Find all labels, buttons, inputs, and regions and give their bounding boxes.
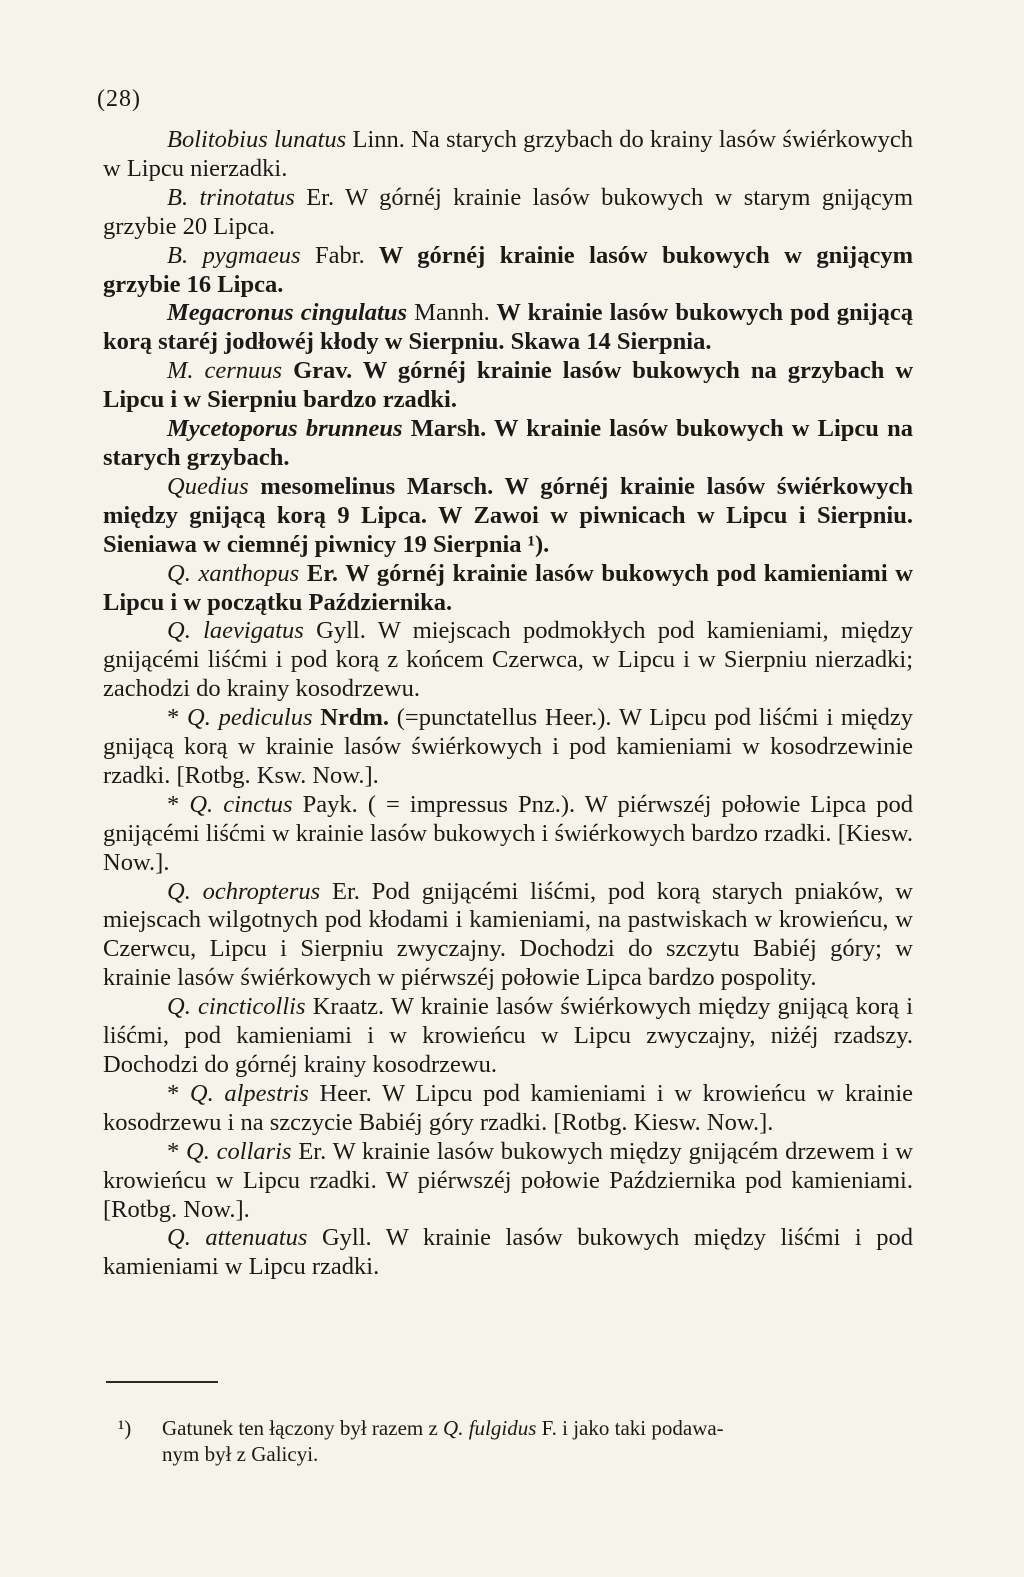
species-author: Heer. (319, 1079, 372, 1107)
footnote-divider (106, 1381, 218, 1383)
species-author: Mannh. (414, 299, 490, 327)
species-description: W miejscach podmokłych pod kamieniami, między gnijącémi liśćmi i pod korą z końcem Czerwca, w Lipcu i w Sierpniu nierzadki; zachodzi do krainy kosodrzewu. (103, 617, 914, 703)
species-entry (103, 878, 913, 994)
species-name: Q. collaris (186, 1137, 292, 1165)
species-author: Marsh. (410, 415, 487, 443)
species-author: Fabr. (315, 241, 365, 269)
species-author: Gyll. (321, 1224, 372, 1252)
species-description: W Lipcu pod kamieniami i w krowieńcu w krainie kosodrzewu i na szczycie Babiéj góry rzadki. [Rotbg. Kiesw. Now.]. (103, 1079, 914, 1136)
species-description: Pod gnijącémi liśćmi, pod korą starych pniaków, w miejscach wilgotnych pod kłodami i kamieniami, na pastwiskach w krowieńcu, w Czerwcu, Lipcu i Sierpniu zwyczajny. Dochodzi do szczytu Babiéj góry; w krainie lasów świérkowych w piérwszéj połowie Lipca bardzo pospolity. (103, 877, 914, 992)
species-name: B. pygmaeus (167, 241, 301, 269)
species-name: Q. alpestris (189, 1079, 309, 1107)
species-author: Linn. (352, 126, 405, 153)
species-description: W górnéj krainie lasów bukowych pod kamieniami w Lipcu i w początku Października. (103, 559, 913, 616)
species-description: W górnéj krainie lasów bukowych na grzybach w Lipcu i w Sierpniu bardzo rzadki. (103, 357, 914, 414)
species-author: Gyll. (316, 617, 366, 645)
species-description: W krainie lasów bukowych między gnijącém drzewem i w krowieńcu w Lipcu rzadki. W piérwszéj połowie Października pod kamieniami. [Rotbg. Now.]. (103, 1137, 914, 1223)
species-entry (103, 1224, 913, 1282)
species-author: Er. (298, 1137, 327, 1165)
footnote-line: ¹) Gatunek ten łączony był razem z Q. fulgidus F. i jako taki podawa- (118, 1416, 724, 1440)
species-author: Grav. (293, 357, 353, 385)
species-name: M. cernuus (167, 357, 283, 385)
footnote-species-name: Q. fulgidus (443, 1416, 537, 1440)
species-description: (=punctatellus Heer.). W Lipcu pod liśćmi i między gnijącą korą w krainie lasów świérkowych i pod kamieniami w kosodrzewinie rzadki. [Rotbg. Ksw. Now.]. (103, 704, 914, 789)
species-name: Q. laevigatus (167, 617, 304, 645)
entry-prefix: * (167, 1137, 187, 1165)
species-description: W krainie lasów bukowych w Lipcu na starych grzybach. (103, 415, 913, 471)
entry-prefix: * (167, 704, 188, 732)
species-name: Mycetoporus brunneus (167, 415, 403, 443)
species-entry (103, 1080, 913, 1138)
species-description: Na starych grzybach do krainy lasów świérkowych w Lipcu nierzadki. (103, 126, 914, 182)
species-name: B. trinotatus (167, 183, 295, 211)
species-entry (103, 473, 913, 560)
species-name: Megacronus cingulatus (167, 299, 407, 327)
species-author: Er. (332, 877, 360, 905)
page-number: (28) (97, 86, 141, 112)
species-description: W górnéj krainie lasów bukowych w starym gnijącym grzybie 20 Lipca. (103, 183, 914, 240)
species-description: W górnéj krainie lasów świérkowych między gnijącą korą 9 Lipca. W Zawoi w piwnicach w Lipcu i Sierpniu. Sieniawa w ciemnéj piwnicy 19 Sierpnia ¹). (103, 472, 913, 558)
species-author: Er. (306, 559, 338, 587)
species-name: Q. xanthopus (167, 559, 300, 587)
species-description: W krainie lasów świérkowych między gnijącą korą i liśćmi, pod kamieniami i w krowieńcu w Lipcu zwyczajny, niżéj rzadszy. Dochodzi do górnéj krainy kosodrzewu. (103, 993, 913, 1078)
species-entry (103, 1138, 913, 1225)
species-entry (103, 126, 913, 184)
species-entry (103, 617, 913, 704)
entry-prefix: * (167, 790, 190, 818)
species-entry (103, 993, 913, 1080)
species-entry (103, 184, 913, 242)
species-entry (103, 560, 913, 618)
species-entry (103, 415, 913, 473)
footnote-marker: ¹) (118, 1416, 132, 1440)
species-author: mesomelinus Marsch. (260, 472, 494, 500)
species-entry (103, 704, 913, 791)
species-author: Nrdm. (320, 704, 389, 732)
species-description: W górnéj krainie lasów bukowych w gnijącym grzybie 16 Lipca. (103, 241, 913, 298)
species-entry (103, 791, 913, 878)
species-author: Kraatz. (312, 993, 385, 1021)
footnote-line: nym był z Galicyi. (162, 1442, 319, 1466)
species-name: Q. attenuatus (167, 1224, 308, 1252)
species-author: Er. (306, 183, 335, 211)
species-author: Payk. (302, 790, 358, 818)
species-name: Q. cinctus (189, 790, 293, 818)
species-entry (103, 357, 913, 415)
species-name: Q. cincticollis (167, 993, 306, 1021)
species-name: Q. ochropterus (167, 877, 321, 905)
species-description: W krainie lasów bukowych między liśćmi i pod kamieniami w Lipcu rzadki. (103, 1224, 914, 1281)
species-name: Q. pediculus (187, 704, 313, 732)
species-name: Bolitobius lunatus (167, 126, 347, 153)
species-name: Quedius (167, 472, 249, 500)
species-entry (103, 299, 913, 357)
species-description: W krainie lasów bukowych pod gnijącą korą staréj jodłowéj kłody w Sierpniu. Skawa 14 Sierpnia. (103, 299, 913, 356)
footnote (118, 1415, 910, 1467)
text-block (103, 126, 913, 1282)
species-entry (103, 242, 913, 300)
entry-prefix: * (167, 1079, 190, 1107)
species-description: ( = impressus Pnz.). W piérwszéj połowie Lipca pod gnijącémi liśćmi w krainie lasów bukowych i świérkowych bardzo rzadki. [Kiesw. Now.]. (103, 790, 914, 876)
